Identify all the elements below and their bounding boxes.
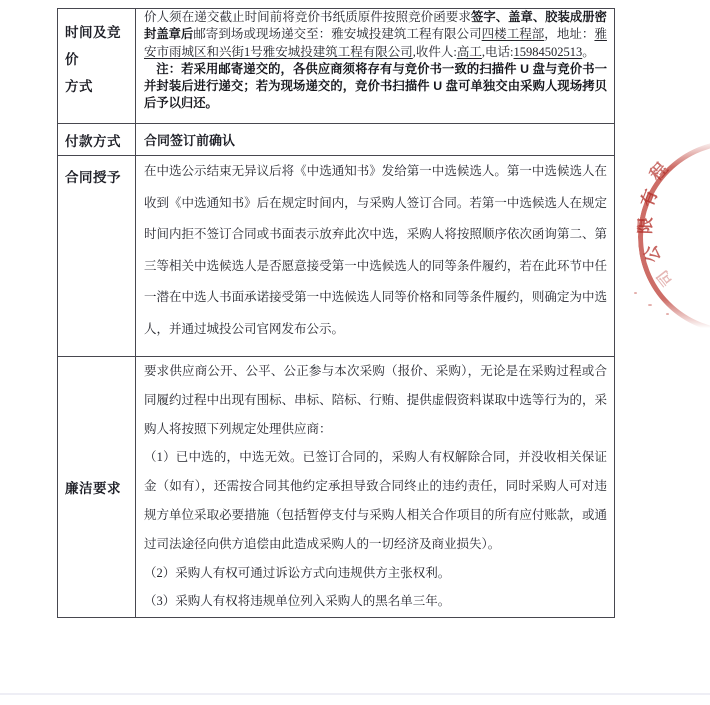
table-row-integrity [58, 357, 615, 618]
row-content-integrity [136, 357, 615, 618]
recipient-underlined: 高工 [456, 44, 482, 59]
phone-underlined: 15984502513 [513, 44, 583, 59]
seal-character: 程 [646, 159, 672, 185]
integrity-item1-paragraph: （1）已中选的，中选无效。已签订合同的，采购人有权解除合同，并没收相关保证金（如有），还需按合同其他约定承担导致合同终止的违约责任，同时采购人可对违规方单位采取必要措施（包括暂停支付与采购人相关合作项目的所有应付账款，或通过司法途径向供方追偿由此造成采购人的一切经济及商业损失）。 [144, 450, 607, 551]
table-row-contract-award [58, 156, 615, 357]
row-label-contract-award: 合同授予 [58, 156, 136, 357]
text-segment: ，地址： [544, 27, 595, 42]
award-paragraph: 在中选公示结束无异议后将《中选通知书》发给第一中选候选人。第一中选候选人在收到《中选通知书》后在规定时间内，与采购人签订合同。若第一中选候选人在规定时间内拒不签订合同或书面表示放弃此次中选，采购人将按照顺序依次函询第二、第三等相关中选候选人是否愿意接受第一中选候选人的同等条件履约，若在此环节中任一潜在中选人书面承诺接受第一中选候选人同等价格和同等条件履约，则确定为中选人，并通过城投公司官网发布公示。 [144, 164, 607, 336]
address-underlined: 雅安市雨城区和兴街1号雅安城投建筑工程有限公司 [144, 27, 607, 59]
seal-character: 限 [635, 216, 656, 235]
row-content-contract-award [136, 156, 615, 357]
row-label-payment: 付款方式 [58, 124, 136, 156]
text-segment: 。 [582, 44, 595, 59]
integrity-intro-paragraph: 要求供应商公开、公平、公正参与本次采购（报价、采购），无论是在采购过程或合同履约过程中出现有围标、串标、陪标、行贿、提供虚假资料谋取中选等行为的，采购人将按照下列规定处理供应商： [144, 364, 607, 436]
row-label-line: 时间及竞价 [65, 25, 121, 67]
table-row-payment [58, 124, 615, 156]
seal-ink-speck [666, 313, 669, 315]
row-label-integrity: 廉洁要求 [58, 357, 136, 618]
department-underlined: 四楼工程部 [481, 27, 545, 42]
row-label-line: 方式 [65, 79, 93, 94]
row-content-time-bidding [136, 9, 615, 124]
text-segment: ,收件人: [412, 44, 457, 59]
delivery-paragraph [144, 9, 607, 61]
seal-ink-speck [648, 304, 652, 306]
procurement-table [57, 8, 615, 618]
text-segment: 价人须在递交截止时间前将竞价书纸质原件按照竞价函要求 [144, 10, 471, 24]
seal-character: 有 [637, 186, 662, 210]
seal-ink-speck [634, 292, 637, 294]
seal-ring-icon [638, 140, 710, 334]
integrity-item2-paragraph: （2）采购人有权可通过诉讼方式向违规供方主张权利。 [144, 565, 451, 580]
text-segment-bold: 签字、盖章、胶装成册密封盖章后 [144, 10, 607, 42]
text-segment: ,电话: [481, 44, 514, 59]
integrity-item3-paragraph: （3）采购人有权将违规单位列入采购人的黑名单三年。 [144, 594, 451, 609]
scan-edge-line [0, 693, 710, 695]
row-content-payment: 合同签订前确认 [136, 124, 615, 156]
row-label-time-bidding [58, 9, 136, 124]
note-paragraph: 注：若采用邮寄递交的，各供应商须将存有与竞价书一致的扫描件 U 盘与竞价书一并封装后进行递交；若为现场递交的，竞价书扫描件 U 盘可单独交由采购人现场拷贝后予以归还。 [144, 61, 607, 111]
text-segment: 邮寄到场或现场递交至：雅安城投建筑工程有限公司 [193, 27, 482, 42]
seal-character: 公 [640, 242, 665, 265]
seal-character: 司 [653, 266, 677, 290]
table-row-time-bidding [58, 9, 615, 124]
